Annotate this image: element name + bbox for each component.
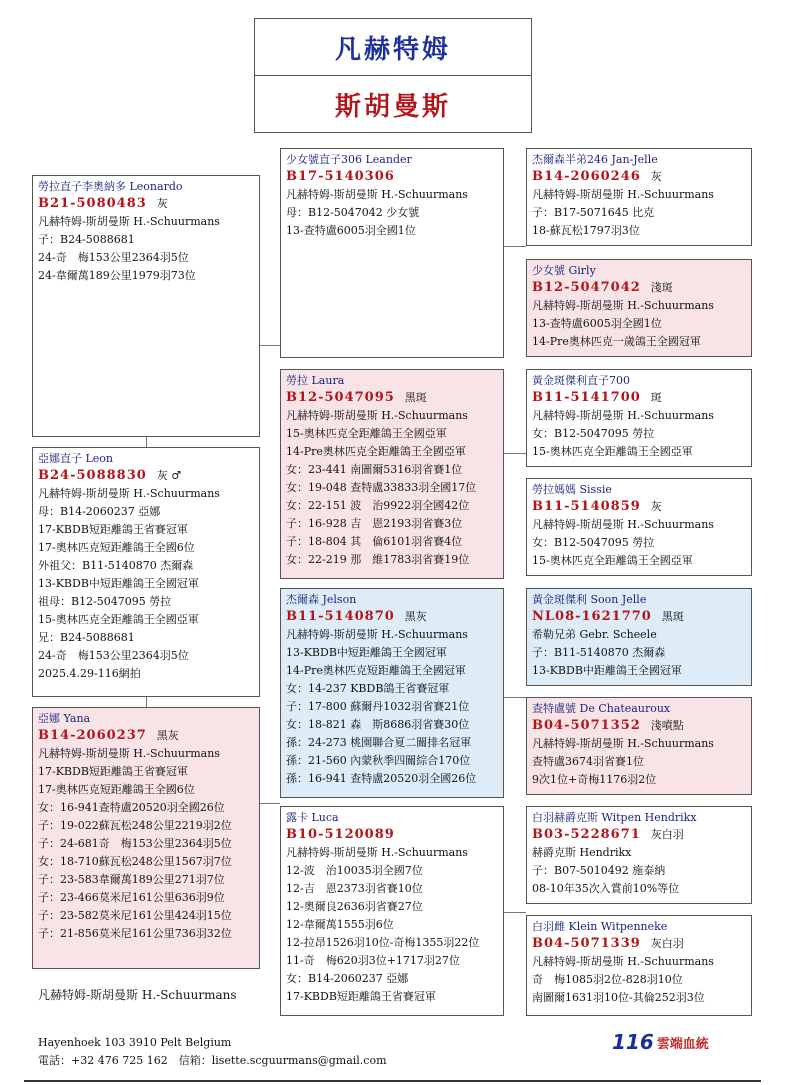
breeder-contact <box>38 1034 387 1070</box>
card-line: 14-Pre奧林匹克全距離鴿王全國亞軍 <box>286 445 466 458</box>
card-line: 孫：24-273 桃園聯合夏二關排名冠軍 <box>286 736 472 749</box>
bird-name: 露卡 Luca <box>286 811 339 824</box>
card-line: 14-Pre奧林匹克短距離鴿王全國冠軍 <box>286 664 466 677</box>
pedigree-card-ddd[interactable] <box>526 915 752 1016</box>
card-line: 女：18-821 森 斯8686羽省賽30位 <box>286 718 470 731</box>
card-line: 子：21-856莫米尼161公里736羽32位 <box>38 927 232 940</box>
logo-text: 雲端血統 <box>656 1037 709 1052</box>
connector <box>260 345 280 346</box>
card-line: 凡赫特姆-斯胡曼斯 H.-Schuurmans <box>532 955 714 968</box>
card-line: 9次1位+奇梅1176羽2位 <box>532 773 657 786</box>
card-line: 母：B14-2060237 亞娜 <box>38 505 161 518</box>
card-line: 凡赫特姆-斯胡曼斯 H.-Schuurmans <box>38 487 220 500</box>
bird-name: 杰爾森半弟246 Jan-Jelle <box>532 153 658 166</box>
card-line: 13-KBDB中距離鴿王全國冠軍 <box>532 664 682 677</box>
card-line: 17-奧林匹克短距離鴿王全國6位 <box>38 541 195 554</box>
ring-number: NL08-1621770 <box>532 609 652 624</box>
bird-color: 灰白羽 <box>650 828 684 841</box>
bird-color: 淺斑 <box>650 281 673 294</box>
pedigree-title <box>254 18 532 133</box>
pedigree-card-dam-dam[interactable] <box>280 806 504 1016</box>
card-line: 凡赫特姆-斯胡曼斯 H.-Schuurmans <box>38 747 220 760</box>
card-line: 15-奧林匹克全距離鴿王全國亞軍 <box>532 445 693 458</box>
card-line: 子：16-928 吉 恩2193羽省賽3位 <box>286 517 463 530</box>
bird-name: 查特盧號 De Chateauroux <box>532 702 671 715</box>
ring-number: B14-2060237 <box>38 728 147 743</box>
bird-name: 勞拉媽媽 Sissie <box>532 483 612 496</box>
card-line: 母：B12-5047042 少女號 <box>286 206 420 219</box>
card-line: 凡赫特姆-斯胡曼斯 H.-Schuurmans <box>286 188 468 201</box>
bird-color: 灰 <box>156 197 168 210</box>
card-line: 女：B12-5047095 勞拉 <box>532 536 655 549</box>
breeder-phone-email: 電話：+32 476 725 162 信箱：lisette.scguurmans@gmail.com <box>38 1054 387 1067</box>
bird-name: 亞娜直子 Leon <box>38 452 114 465</box>
card-line: 子：B17-5071645 比克 <box>532 206 655 219</box>
card-line: 子：19-022蘇瓦松248公里2219羽2位 <box>38 819 232 832</box>
card-line: 18-蘇瓦松1797羽3位 <box>532 224 640 237</box>
card-line: 子：17-800 蘇爾丹1032羽省賽21位 <box>286 700 470 713</box>
card-line: 子：24-681奇 梅153公里2364羽5位 <box>38 837 232 850</box>
card-line: 12-拉昂1526羽10位-奇梅1355羽22位 <box>286 936 480 949</box>
card-line: 15-奧林匹克全距離鴿王全國亞軍 <box>38 613 199 626</box>
card-line: 12-吉 恩2373羽省賽10位 <box>286 882 423 895</box>
bird-name: 勞拉直子李奧納多 Leonardo <box>38 180 183 193</box>
card-line: 外祖父：B11-5140870 杰爾森 <box>38 559 194 572</box>
card-line: 女：22-151 波 治9922羽全國42位 <box>286 499 470 512</box>
connector <box>504 453 526 454</box>
card-line: 凡赫特姆-斯胡曼斯 H.-Schuurmans <box>286 409 468 422</box>
card-line: 女：B12-5047095 勞拉 <box>532 427 655 440</box>
card-line: 12-奧爾良2636羽省賽27位 <box>286 900 423 913</box>
pedigree-card-sdd[interactable] <box>526 478 752 576</box>
bird-name: 亞娜 Yana <box>38 712 91 725</box>
pedigree-card-sire-dam[interactable] <box>280 369 504 579</box>
pedigree-card-dam[interactable] <box>32 707 260 969</box>
ring-number: B04-5071339 <box>532 936 641 951</box>
card-line: 兄：B24-5088681 <box>38 631 135 644</box>
bottom-divider <box>24 1080 761 1082</box>
ring-number: B04-5071352 <box>532 718 641 733</box>
brand-logo <box>612 1030 709 1054</box>
card-line: 凡赫特姆-斯胡曼斯 H.-Schuurmans <box>38 215 220 228</box>
card-line: 子：18-804 其 倫6101羽省賽4位 <box>286 535 463 548</box>
breeder-address: Hayenhoek 103 3910 Pelt Belgium <box>38 1036 232 1049</box>
card-line: 15-奧林匹克全距離鴿王全國亞軍 <box>286 427 447 440</box>
bird-color: 黑斑 <box>661 610 684 623</box>
card-line: 子：B07-5010492 施泰納 <box>532 864 666 877</box>
card-line: 查特盧3674羽省賽1位 <box>532 755 644 768</box>
connector <box>146 437 147 447</box>
bird-color: 黑斑 <box>404 391 427 404</box>
card-line: 子：23-582莫米尼161公里424羽15位 <box>38 909 232 922</box>
bird-color: 灰白羽 <box>650 937 684 950</box>
card-line: 17-奧林匹克短距離鴿王全國6位 <box>38 783 195 796</box>
card-line: 孫：21-560 內蒙秋季四關綜合170位 <box>286 754 471 767</box>
card-line: 女：23-441 南圖爾5316羽省賽1位 <box>286 463 463 476</box>
ring-number: B21-5080483 <box>38 196 147 211</box>
pedigree-card-sire-sire[interactable] <box>280 148 504 358</box>
card-line: 女：18-710蘇瓦松248公里1567羽7位 <box>38 855 232 868</box>
ring-number: B24-5088830 <box>38 468 147 483</box>
bird-name: 白羽雌 Klein Witpenneke <box>532 920 668 933</box>
card-line: 凡赫特姆-斯胡曼斯 H.-Schuurmans <box>286 846 468 859</box>
card-line: 17-KBDB短距離鴿王省賽冠軍 <box>286 990 436 1003</box>
title-line-1: 凡赫特姆 <box>255 19 531 76</box>
ring-number: B12-5047095 <box>286 390 395 405</box>
ring-number: B03-5228671 <box>532 827 641 842</box>
card-line: 17-KBDB短距離鴿王省賽冠軍 <box>38 523 188 536</box>
connector <box>504 246 526 247</box>
card-line: 女：B14-2060237 亞娜 <box>286 972 409 985</box>
bird-color: 黑灰 <box>404 610 427 623</box>
connector <box>260 803 280 804</box>
card-line: 凡赫特姆-斯胡曼斯 H.-Schuurmans <box>532 409 714 422</box>
bird-color: 淺噴點 <box>650 719 684 732</box>
pedigree-card-dss[interactable] <box>526 588 752 686</box>
ring-number: B14-2060246 <box>532 169 641 184</box>
card-line: 子：23-583韋爾萬189公里271羽7位 <box>38 873 225 886</box>
logo-number: 116 <box>612 1030 654 1054</box>
ring-number: B11-5141700 <box>532 390 641 405</box>
bird-name: 勞拉 Laura <box>286 374 345 387</box>
card-line: 孫：16-941 查特盧20520羽全國26位 <box>286 772 477 785</box>
ring-number: B17-5140306 <box>286 169 395 184</box>
card-line: 凡赫特姆-斯胡曼斯 H.-Schuurmans <box>532 188 714 201</box>
bird-color: 灰 <box>650 170 662 183</box>
card-line: 女：16-941查特盧20520羽全國26位 <box>38 801 225 814</box>
bird-color: 灰 <box>650 500 662 513</box>
card-line: 11-奇 梅620羽3位+1717羽27位 <box>286 954 460 967</box>
card-line: 子：23-466莫米尼161公里636羽9位 <box>38 891 225 904</box>
pedigree-card-dds[interactable] <box>526 806 752 904</box>
bird-name: 白羽赫爵克斯 Witpen Hendrikx <box>532 811 697 824</box>
card-line: 祖母：B12-5047095 勞拉 <box>38 595 172 608</box>
bird-name: 黃金斑傑利直子700 <box>532 374 630 387</box>
bird-name: 少女號 Girly <box>532 264 596 277</box>
card-line: 13-查特盧6005羽全國1位 <box>532 317 662 330</box>
card-line: 奇 梅1085羽2位-828羽10位 <box>532 973 683 986</box>
card-line: 女：19-048 查特盧33833羽全國17位 <box>286 481 477 494</box>
card-line: 希勒兄弟 Gebr. Scheele <box>532 628 657 641</box>
ring-number: B12-5047042 <box>532 280 641 295</box>
card-line: 赫爵克斯 Hendrikx <box>532 846 632 859</box>
connector <box>146 697 147 707</box>
connector <box>504 697 526 698</box>
pedigree-card-sire[interactable] <box>32 175 260 437</box>
bird-color: 黑灰 <box>156 729 179 742</box>
bird-name: 黃金斑傑利 Soon Jelle <box>532 593 647 606</box>
bird-color: 斑 <box>650 391 662 404</box>
card-line: 08-10年35次入賞前10%等位 <box>532 882 680 895</box>
card-line: 17-KBDB短距離鴿王省賽冠軍 <box>38 765 188 778</box>
card-line: 15-奧林匹克全距離鴿王全國亞軍 <box>532 554 693 567</box>
card-line: 子：B11-5140870 杰爾森 <box>532 646 666 659</box>
ring-number: B10-5120089 <box>286 827 395 842</box>
title-line-2: 斯胡曼斯 <box>334 91 451 122</box>
card-line: 13-KBDB中短距離鴿王全國冠軍 <box>286 646 447 659</box>
pedigree-card-dam-sire[interactable] <box>280 588 504 798</box>
card-line: 凡赫特姆-斯胡曼斯 H.-Schuurmans <box>532 518 714 531</box>
pedigree-card-subject[interactable] <box>32 447 260 697</box>
card-line: 13-KBDB中短距離鴿王全國冠軍 <box>38 577 199 590</box>
bird-color: 灰 ♂ <box>156 469 182 482</box>
bird-name: 杰爾森 Jelson <box>286 593 357 606</box>
card-line: 2025.4.29-116網拍 <box>38 667 141 680</box>
ring-number: B11-5140870 <box>286 609 395 624</box>
card-line: 南圖爾1631羽10位-其倫252羽3位 <box>532 991 705 1004</box>
connector <box>504 912 526 913</box>
ring-number: B11-5140859 <box>532 499 641 514</box>
pedigree-card-dsd[interactable] <box>526 697 752 795</box>
card-line: 12-韋爾萬1555羽6位 <box>286 918 394 931</box>
card-line: 24-奇 梅153公里2364羽5位 <box>38 251 189 264</box>
card-line: 凡赫特姆-斯胡曼斯 H.-Schuurmans <box>286 628 468 641</box>
bird-name: 少女號直子306 Leander <box>286 153 412 166</box>
breeder-name: 凡赫特姆-斯胡曼斯 H.-Schuurmans <box>38 988 237 1002</box>
card-line: 24-奇 梅153公里2364羽5位 <box>38 649 189 662</box>
pedigree-card-ssd[interactable] <box>526 259 752 357</box>
card-line: 13-查特盧6005羽全國1位 <box>286 224 416 237</box>
pedigree-card-sds[interactable] <box>526 369 752 467</box>
card-line: 女：14-237 KBDB鴿王省賽冠軍 <box>286 682 450 695</box>
card-line: 24-韋爾萬189公里1979羽73位 <box>38 269 196 282</box>
pedigree-card-sss[interactable] <box>526 148 752 246</box>
card-line: 12-波 治10035羽全國7位 <box>286 864 423 877</box>
card-line: 凡赫特姆-斯胡曼斯 H.-Schuurmans <box>532 299 714 312</box>
card-line: 子：B24-5088681 <box>38 233 135 246</box>
card-line: 14-Pre奧林匹克一歲鴿王全國冠軍 <box>532 335 701 348</box>
card-line: 女：22-219 那 維1783羽省賽19位 <box>286 553 470 566</box>
card-line: 凡赫特姆-斯胡曼斯 H.-Schuurmans <box>532 737 714 750</box>
